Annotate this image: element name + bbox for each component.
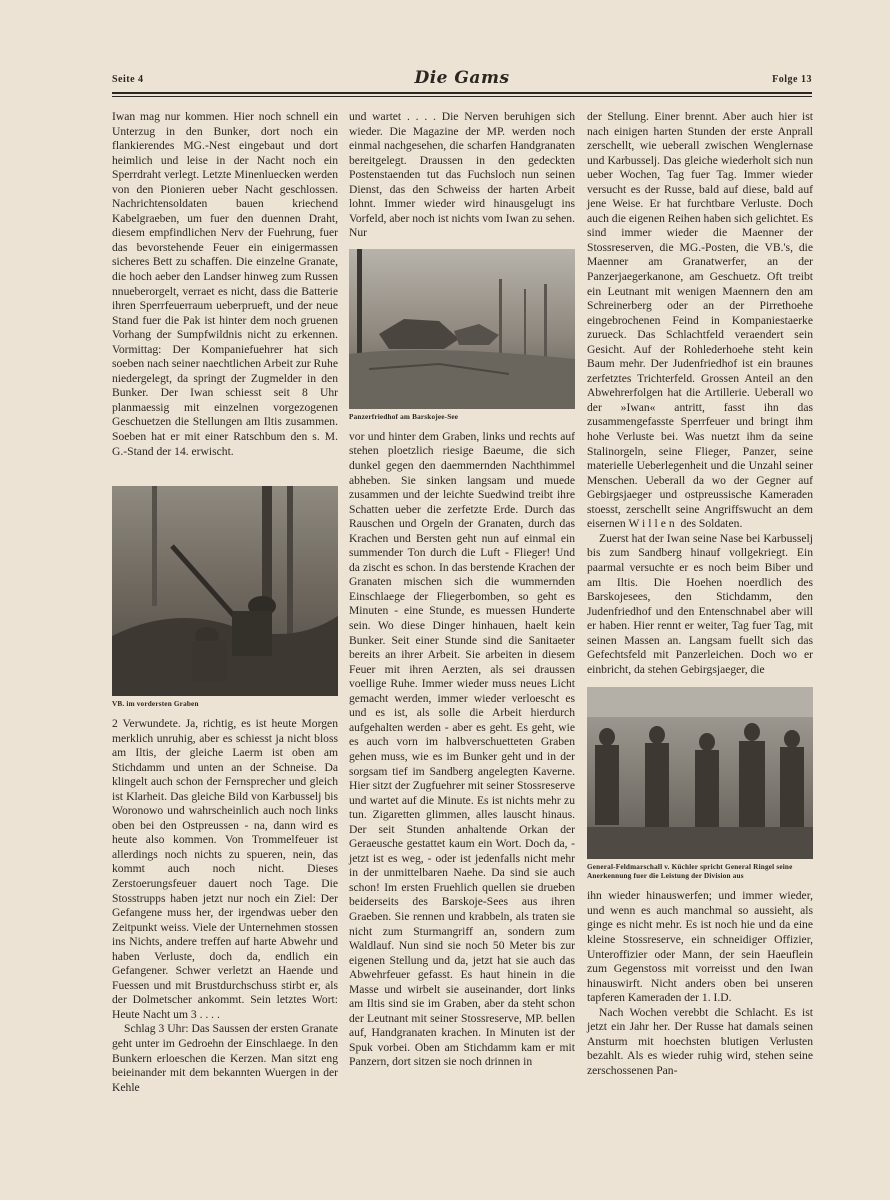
paragraph: vor und hinter dem Graben, links und rechts auf stehen ploetzlich riesige Baeume, die sich dunkel gegen den daemmernden Nachthimmel abheben. Sie sinken langsam und muede zusammen und der leichte Suedwind treibt ihre Schatten ueber die zerfetzte Erde. Durch das Rauschen und Orgeln der Granaten, durch das Krachen und Bersten geht nun auf einmal ein summender Ton durch die Luft - Flieger! Und da zischt es schon. In das berstende Krachen der Granaten mischen sich die wummernden Einschlaege der Fliegerbomben, so geht es Minuten - eine Stunde, es muessen Hunderte sein. Wo diese Dinger hinhauen, haelt kein Bunker. Seit einer Stunde sind die Sanitaeter bereits an ihrer Arbeit. Sie arbeiten in diesem Feuer mit ihren Aerzten, als sei draussen voellige Ruhe. Immer wieder muss neues Licht gemacht werden, immer wieder verloescht es und es ist, als solle die Arbeit hierdurch aufgehalten werden - aber es geht. Es geht, wie es auch vorn im halbverschuetteten Graben gehen muss, wie es im Bunker geht und in der sorgsam tief im Sandberg angelegten Kaverne. Hier sitzt der Zugfuehrer mit seiner Stossreserve und wartet auf die Minute. Es ist nichts mehr zu tun. Zigaretten glimmen, alles lauscht hinaus. Der seit Stunden anhaltende Orkan der Geraeusche gestattet kaum ein Wort. Doch da, - jetzt ist es weg, - oder ist jedenfalls nicht mehr in der unmittelbaren Naehe. Da sind sie auch schon! Im ersten Fruehlich quellen sie drueben beiderseits des Barskoje-Sees aus ihren Graeben. Sie rennen und krabbeln, als traten sie nicht zum Sturmangriff an, sondern zum Waldlauf. Nun sind sie noch 50 Meter bis zur eigenen Stellung und da, jetzt hat sie auch das Abwehrfeuer gefasst. Es haut hinein in die Masse und wirbelt sie auseinander, dort links am Iltis sind sie im Graben, aber da steht schon der Leutnant mit seiner Stossreserve, MP. bellen auf, Handgranaten krachen. In Minuten ist der Spuk vorbei. Oben am Stichdamm kam er mit Panzern, dort sitzen sie noch drinnen in: [349, 429, 575, 1069]
photo-caption: VB. im vordersten Graben: [112, 700, 199, 708]
photo-caption: Panzerfriedhof am Barskojee-See: [349, 412, 459, 421]
photo-figure-panzerfriedhof: [349, 249, 575, 422]
paragraph-text: der Stellung. Einer brennt. Aber auch hier ist nach einigen harten Stunden der erste Anprall zerschellt, wie ueberall zwischen Wenglernase und Karbusselj. Das gleiche wiederholt sich nun ueber Wochen, Tag fuer Tag. Immer wieder versucht es der Russe, bald auf diese, bald auf jene Weise. Er hat furchtbare Verluste. Doch auch die eigenen Reihen haben sich gelichtet. Es sind immer wieder die Maenner der Stossreserven, die MG.-Posten, die VB.'s, die Maenner am Granatwerfer, an der Panzerjaegerkanone, am Geschuetz. Oft treibt ein Leutnant mit wenigen Maennern den am Schreinerberg oder an der Pirrethoehe eingebrochenen Feind in Kompaniestaerke zurueck. Das Schlachtfeld veraendert sein Gesicht. Auf der Rohlederhoehe steht kein Baum mehr. Der Judenfriedhof ist ein braunes zerfetztes Trichterfeld. Grossen Anteil an den Abwehrerfolgen hat die Artillerie. Ueberall wo der »Iwan« antritt, fasst ihn das zusammengefasste Sperrfeuer und bringt ihm hohe Verluste bei. Was nuetzt ihm da seine Stalinorgeln, seine Flieger, Panzer, seine materielle Ueberlegenheit und die Unzahl seiner Menschen. Ueberall da wo der Gegner auf Gebirgsjaeger und ostpreussische Kameraden stoesst, zerschellt seine Angriffswucht an dem eisernen: [587, 110, 813, 531]
paragraph: Nach Wochen verebbt die Schlacht. Es ist jetzt ein Jahr her. Der Russe hat damals seinen Ansturm mit hoechsten blutigen Verlusten bezahlt. Als es wieder ruhig wird, stehen seine zerschossenen Pan-: [587, 1005, 813, 1077]
paragraph: und wartet . . . . Die Nerven beruhigen sich wieder. Die Magazine der MP. werden noch einmal nachgesehen, die scharfen Handgranaten bereitgelegt. Draussen in den gedeckten Postenstaenden tut das Fuchsloch nun seinen Dienst, das den Schweiss der harten Arbeit lohnt. Immer wieder wird hinausgelugt ins Vorfeld, aber noch ist nichts vom Iwan zu sehen. Nur: [349, 110, 575, 240]
paragraph: ihn wieder hinauswerfen; und immer wieder, und wenn es auch manchmal so aussieht, als ginge es nicht mehr. Es ist noch hie und da eine kleine Stossreserve, ein schneidiger Offizier, Unteroffizier oder Mann, der sein Haeuflein zum Gegenstoss mit vorreisst und den Iwan hinauswirft. Nicht anders oben bei unseren tapferen Kameraden der 1. I.D.: [587, 889, 813, 1005]
photo-figure-kuechler: [587, 687, 813, 881]
masthead-title: Die Gams: [414, 68, 510, 88]
text-column-3: [587, 110, 813, 1078]
header-rule: [112, 92, 812, 94]
page-number-label: Seite 4: [112, 74, 144, 85]
tank-graveyard-photo-graphic: [349, 249, 575, 409]
text-column-2: [349, 110, 575, 1070]
page-header: [112, 70, 812, 92]
paragraph-text: des Soldaten.: [680, 517, 743, 531]
paragraph: Schlag 3 Uhr: Das Saussen der ersten Granate geht unter im Gedroehn der Einschlaege. In den Bunkern erloeschen die Kerzen. Man sitzt eng beieinander mit dem bekannten Wuergen in der Kehle: [112, 1022, 338, 1094]
paragraph: [587, 110, 813, 532]
photo-caption: General-Feldmarschall v. Küchler spricht General Ringel seine Anerkennung fuer die Leistung der Division aus: [587, 863, 793, 881]
column-1-top-text: [112, 110, 338, 478]
paragraph: 2 Verwundete. Ja, richtig, es ist heute Morgen merklich unruhig, aber es schiesst ja nicht bloss am Iltis, der gleiche Laerm ist oben am Stichdamm und unten an der Schneise. Da klingelt auch schon der Fernsprecher und gleich ist Klarheit. Das gleiche Bild von Karbusselj bis Woronowo und wahrscheinlich auch noch links oben bei den Ostpreussen - na, dann wird es heute also kommen. Von Trommelfeuer ist allerdings noch nichts zu spueren, nein, das kommt auch noch nicht. Dieses Zerstoerungsfeuer dauert noch Tage. Die Stosstrupps haben jetzt nur noch ein Ziel: Der Gefangene muss her, der irgendwas ueber den Zeitpunkt weiss. Viele der Unternehmen stossen ins Nichts, andere treffen auf harte Abwehr und haben Verluste, doch da, endlich ein Gefangener. Schwer verletzt an Haende und Fuessen und mit Brustdurchschuss stirbt er, als der Dolmetscher ankommt. Sein letztes Wort: Heute Nacht um 3 . . . .: [112, 717, 338, 1021]
photo-figure-vb: [112, 486, 338, 709]
trench-photo-graphic: [112, 486, 338, 696]
emphasized-word: Willen: [628, 517, 678, 531]
paragraph: Iwan mag nur kommen. Hier noch schnell ein Unterzug in den Bunker, dort noch ein flankierendes MG.-Nest eingebaut und dort heimlich und leise in der Nacht noch ein Sperrdraht verlegt. Letzte Minenluecken werden von den Pionieren ueber Nacht geschlossen. Nachrichtensoldaten bauen kriechend Kabelgraeben, um fuer den duennen Draht, diesem empfindlichen Nerv der Fuehrung, fuer das bevorstehende Feuer ein einigermassen sicheres Bett zu schaffen. Die einzelne Granate, die hoch aeber den Landser hinweg zum Russen nnueberorgelt, verraet es nicht, dass die Batterie ihren Sperrfeuerraum ueberprueft, und der neue Stand fuer die Pak ist hinter dem noch gruenen Vorhang der Sumpfwildnis nicht zu erkennen. Vormittag: Der Kompaniefuehrer hat sich soeben nach seiner naechtlichen Arbeit zur Ruhe niedergelegt, da springt der Zugmelder in den Bunker. Der Iwan schiesst seit 8 Uhr planmaessig mit einzelnen vorgezogenen Geschuetzen die Stellungen am Iltis zusammen. Soeben hat er mit einer Ratschbum den s. M. G.-Stand der 14. erwischt.: [112, 110, 338, 458]
photo-tank-graveyard: [349, 249, 575, 409]
photo-soldiers-in-trench: [112, 486, 338, 696]
header-rule-thin: [112, 96, 812, 97]
photo-generals-meeting: [587, 687, 813, 859]
text-column-1: [112, 110, 338, 1095]
generals-photo-graphic: [587, 687, 813, 859]
issue-label: Folge 13: [772, 74, 812, 85]
paragraph: Zuerst hat der Iwan seine Nase bei Karbusselj bis zum Sandberg hinauf vollgekriegt. Ein paarmal versuchte er es noch beim Biber und am Iltis. Die Hoehen noerdlich des Barskojesees, den Stichdamm, den Judenfriedhof und den Entenschnabel aber will er haben. Hier rennt er weiter, Tag fuer Tag, mit seinen Massen an. Langsam fuellt sich das Gefechtsfeld mit Panzerleichen. Doch wo er einbricht, da stehen Gebirgsjaeger, die: [587, 531, 813, 676]
